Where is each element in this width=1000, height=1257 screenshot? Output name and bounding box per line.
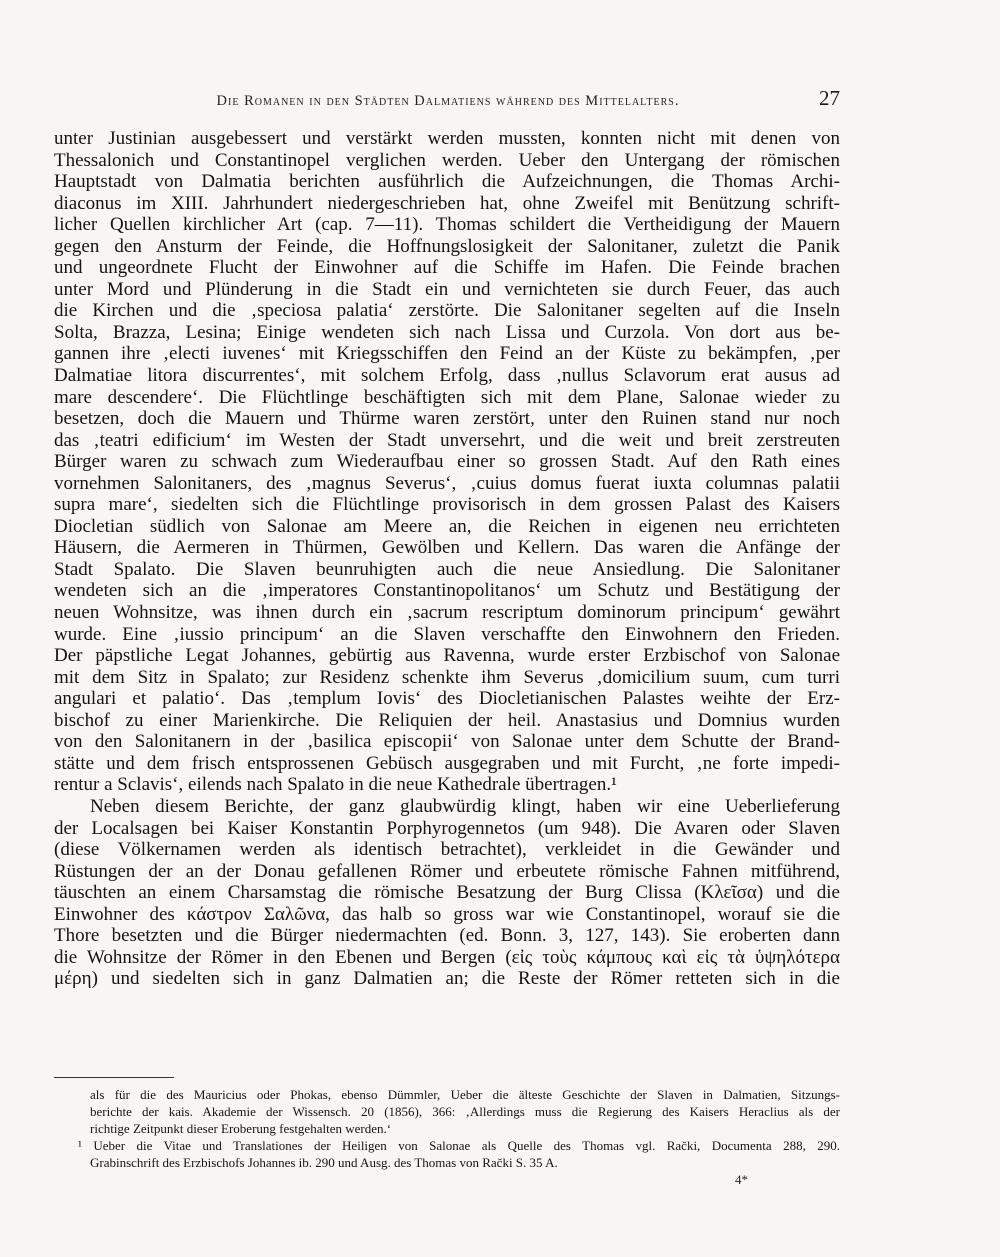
text-line: gannen ihre ‚electi iuvenes‘ mit Kriegsschiffen den Feind an der Küste zu bekämpfen, ‚per xyxy=(54,343,840,365)
text-line: Häusern, die Aermeren in Thürmen, Gewölben und Kellern. Das waren die Anfänge der xyxy=(54,537,840,559)
text-line: diaconus im XIII. Jahrhundert niedergeschrieben hat, ohne Zweifel mit Benützung schrift- xyxy=(54,192,840,214)
text-line: Diocletian südlich von Salonae am Meere an, die Reichen in eigenen neu errichteten xyxy=(54,515,840,537)
text-line: μέρη) und siedelten sich in ganz Dalmatien an; die Reste der Römer retteten sich in die xyxy=(54,968,840,990)
footnotes xyxy=(78,1086,840,1171)
text-line: Bürger waren zu schwach zum Wiederaufbau einer so grossen Stadt. Auf den Rath eines xyxy=(54,451,840,473)
text-line: angulari et palatio‘. Das ‚templum Iovis‘ des Diocletianischen Palastes weihte der Erz- xyxy=(54,688,840,710)
text-line: licher Quellen kirchlicher Art (cap. 7—11). Thomas schildert die Vertheidigung der Mauern xyxy=(54,214,840,236)
text-line: Hauptstadt von Dalmatia berichten ausführlich die Aufzeichnungen, die Thomas Archi- xyxy=(54,171,840,193)
text-line: rentur a Sclavis‘, eilends nach Spalato in die neue Kathedrale übertragen.¹ xyxy=(54,774,617,796)
text-line: mit dem Sitz in Spalato; zur Residenz schenkte ihm Severus ‚domicilium suum, cum turri xyxy=(54,666,840,688)
text-line: Einwohner des κάστρον Σαλῶνα, das halb so gross war wie Constantinopel, worauf sie die xyxy=(54,903,840,925)
text-line: mare descendere‘. Die Flüchtlinge beschäftigten sich mit dem Plane, Salonae wieder zu xyxy=(54,386,840,408)
page-number: 27 xyxy=(819,86,840,110)
text-line: die Wohnsitze der Römer in den Ebenen und Bergen (εἰς τοὺς κάμπους καὶ εἰς τὰ ὑψηλότερα xyxy=(54,946,840,968)
footnote-line: richtige Zeitpunkt dieser Eroberung festgehalten werden.‘ xyxy=(90,1121,392,1136)
text-line: besetzen, doch die Mauern und Thürme waren zerstört, unter den Ruinen stand nur noch xyxy=(54,408,840,430)
text-line: neuen Wohnsitze, was ihnen durch ein ‚sacrum rescriptum dominorum principum‘ gewährt xyxy=(54,602,840,624)
text-line: und ungeordnete Flucht der Einwohner auf die Schiffe im Hafen. Die Feinde brachen xyxy=(54,257,840,279)
text-line: wendeten sich an die ‚imperatores Constantinopolitanos‘ um Schutz und Bestätigung der xyxy=(54,580,840,602)
text-line: bischof zu einer Marienkirche. Die Reliquien der heil. Anastasius und Domnius wurden xyxy=(54,709,840,731)
text-line: supra mare‘, siedelten sich die Flüchtlinge provisorisch in dem grossen Palast des Kaisers xyxy=(54,494,840,516)
paragraph-start-line: Neben diesem Berichte, der ganz glaubwürdig klingt, haben wir eine Ueberlieferung xyxy=(90,795,840,817)
text-line: der Localsagen bei Kaiser Konstantin Porphyrogennetos (um 948). Die Avaren oder Slaven xyxy=(54,817,840,839)
text-line: Dalmatiae litora discurrentes‘, mit solchem Erfolg, dass ‚nullus Sclavorum erat ausus ad xyxy=(54,365,840,387)
text-line: Stadt Spalato. Die Slaven beunruhigten auch die neue Ansiedlung. Die Salonitaner xyxy=(54,558,840,580)
text-line: Thessalonich und Constantinopel verglichen werden. Ueber den Untergang der römischen xyxy=(54,149,840,171)
main-text xyxy=(54,128,840,990)
text-line: wurde. Eine ‚iussio principum‘ an die Slaven verschaffte den Einwohnern den Frieden. xyxy=(54,623,840,645)
text-line: täuschten an einem Charsamstag die römische Besatzung der Burg Clissa (Κλεῖσα) und die xyxy=(54,882,840,904)
footnote-line: ¹ Ueber die Vitae und Translationes der Heiligen von Salonae als Quelle des Thomas vgl. Rački, Documenta 288, 290. xyxy=(78,1138,840,1153)
text-line: Rüstungen der an der Donau gefallenen Römer und erbeutete römische Fahnen mitführend, xyxy=(54,860,840,882)
text-line: unter Justinian ausgebessert und verstärkt werden mussten, konnten nicht mit denen von xyxy=(54,128,840,149)
text-line: (diese Völkernamen werden als identisch betrachtet), verkleidet in die Gewänder und xyxy=(54,839,840,861)
text-line: Der päpstliche Legat Johannes, gebürtig aus Ravenna, wurde erster Erzbischof von Salonae xyxy=(54,645,840,667)
text-line: die Kirchen und die ‚speciosa palatia‘ zerstörte. Die Salonitaner segelten auf die Inseln xyxy=(54,300,840,322)
text-line: Solta, Brazza, Lesina; Einige wendeten sich nach Lissa und Curzola. Von dort aus be- xyxy=(54,321,840,343)
footnote-line: als für die des Mauricius oder Phokas, ebenso Dümmler, Ueber die älteste Geschichte der Slaven in Dalmatien, Sitzungs- xyxy=(90,1087,840,1102)
text-line: vornehmen Salonitaners, des ‚magnus Severus‘, ‚cuius domus fuerat iuxta columnas palatii xyxy=(54,472,840,494)
footnote-line: berichte der kais. Akademie der Wissensch. 20 (1856), 366: ‚Allerdings muss die Regierung des Kaisers Heraclius als der xyxy=(90,1104,840,1119)
text-line: von den Salonitanern in der ‚basilica episcopii‘ von Salonae unter dem Schutte der Brand- xyxy=(54,731,840,753)
footnote-divider xyxy=(54,1077,174,1078)
signature-mark: 4* xyxy=(735,1172,748,1187)
text-line: stätte und dem frisch entsprossenen Gebüsch ausgegraben und mit Furcht, ‚ne forte impedi- xyxy=(54,752,840,774)
text-line: gegen den Ansturm der Feinde, die Hoffnungslosigkeit der Salonitaner, zuletzt die Panik xyxy=(54,235,840,257)
text-line: unter Mord und Plünderung in die Stadt ein und vernichteten sie durch Feuer, das auch xyxy=(54,278,840,300)
footnote-line: Grabinschrift des Erzbischofs Johannes ib. 290 und Ausg. des Thomas von Rački S. 35 A. xyxy=(90,1155,558,1170)
text-line: das ‚teatri edificium‘ im Westen der Stadt unversehrt, und die weit und breit zerstreuten xyxy=(54,429,840,451)
running-title: Die Romanen in den Städten Dalmatiens während des Mittelalters. xyxy=(216,93,680,109)
text-line: Thore besetzten und die Bürger niedermachten (ed. Bonn. 3, 127, 143). Sie eroberten dann xyxy=(54,925,840,947)
